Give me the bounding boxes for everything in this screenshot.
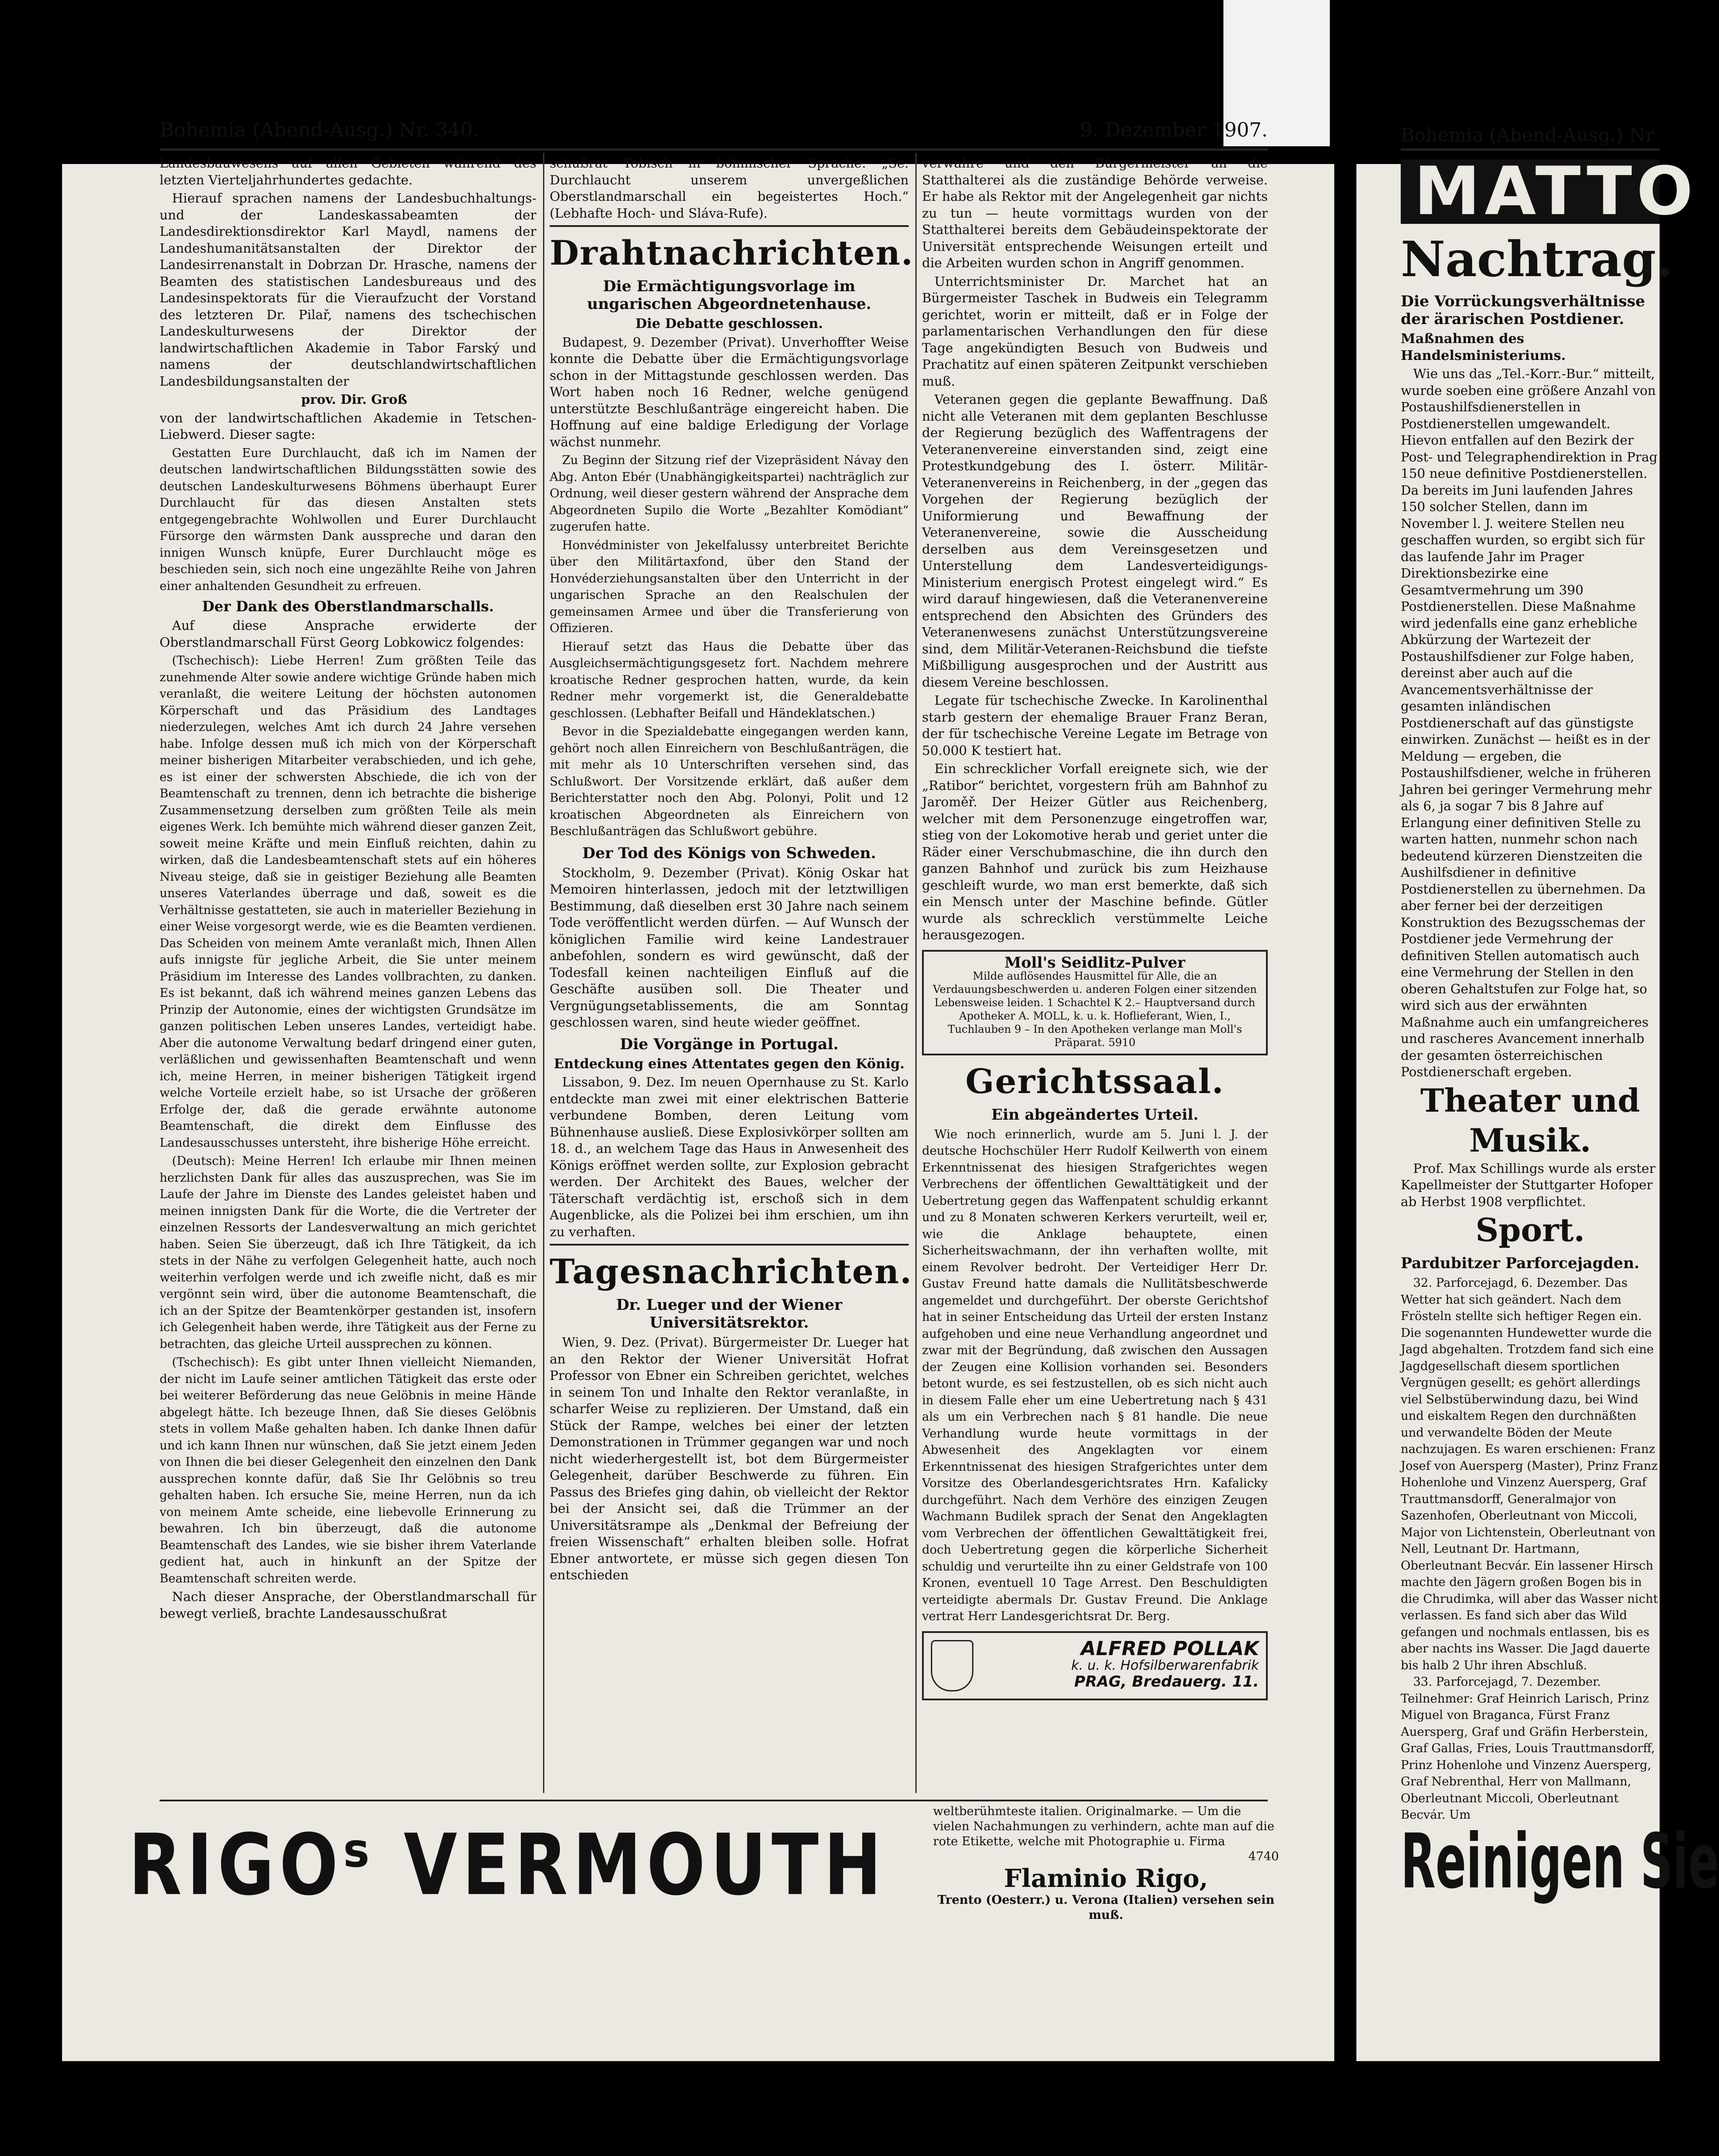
ad-title: Moll's Seidlitz-Pulver: [1004, 953, 1185, 972]
column-1: [160, 155, 536, 1795]
pollak-advertisement: [922, 1631, 1268, 1700]
paragraph: 32. Parforcejagd, 6. Dezember. Das Wetter hat sich geändert. Nach dem Frösteln stellte sich heftiger Regen ein. Die sogenannten Hundewetter wurde die Jagd abgehalten. Trotzdem fand sich eine Jagdgesellschaft diesem sportlichen Vergnügen gesellt; es gehört allerdings viel Selbstüberwindung dazu, bei Wind und eiskaltem Regen den durchnäßten und verwandelte Böden der Meute nachzujagen. Es waren erschienen: Franz Josef von Auersperg (Master), Prinz Franz Hohenlohe und Vinzenz Auersperg, Graf Trauttmansdorff, Generalmajor von Sazenhofen, Oberleutnant von Miccoli, Major von Lichtenstein, Oberleutnant von Nell, Leutnant Dr. Hartmann, Oberleutnant Becvár. Ein lassener Hirsch machte den Jägern großen Bogen bis in die Chrudimka, will aber das Wasser nicht verlassen. Es fand sich aber das Wild gefangen und nochmals entlassen, bis es aber nachts ins Wasser. Die Jagd dauerte bis halb 2 Uhr ihren Abschluß.: [1401, 1276, 1658, 1672]
ad-rule: [160, 1800, 1268, 1801]
page-header: [160, 119, 1268, 145]
paragraph: 33. Parforcejagd, 7. Dezember. Teilnehmer: Graf Heinrich Larisch, Prinz Miguel von Braganca, Fürst Franz Auersperg, Graf und Gräfin Herberstein, Graf Gallas, Fries, Louis Trauttmansdorff, Prinz Hohenlohe und Vinzenz Auersperg, Graf Nebrenthal, Herr von Mallmann, Oberleutnant Miccoli, Oberleutnant Becvár. Um: [1401, 1675, 1655, 1822]
section-title: Gerichtssaal.: [965, 1061, 1225, 1101]
ad-text: Trento (Oesterr.) u. Verona (Italien) versehen sein muß.: [937, 1893, 1275, 1922]
rigo-vermouth-ad: RIGOˢ VERMOUTH: [129, 1816, 887, 1914]
matto-ad: MATTO: [1401, 160, 1660, 224]
ad-code: 4740: [1248, 1850, 1279, 1863]
crest-icon: [931, 1640, 973, 1691]
header-right: 9. Dezember 1907.: [1080, 119, 1268, 141]
paragraph: Veteranen gegen die geplante Bewaffnung. Daß nicht alle Veteranen mit dem geplanten Beschlusse der Regierung bezüglich des Waffentragens der Veteranenvereine einverstanden sind, zeigt eine Protestkundgebung des I. österr. Militär-Veteranenvereins in Reichenberg, in der „gegen das Vorgehen der Regierung bezüglich der Uniformierung und Bewaffnung der Veteranenvereine, sowie die Ausscheidung derselben aus dem Vereinsgesetzen und Unterstellung dem Landesverteidigungs-Ministerium energisch Protest eingelegt wird.“ Es wird darauf hingewiesen, daß die Veteranenvereine entsprechend den Absichten des Gründers des Veteranenwesens zunächst Unterstützungsvereine sind, dem Militär-Veteranen-Reichsbund die tiefste Mißbilligung ausgesprochen und der Austritt aus diesem Vereine beschlossen.: [922, 392, 1268, 690]
paragraph: Gestatten Eure Durchlaucht, daß ich im Namen der deutschen landwirtschaftlichen Bildungsstätten sowie des deutschen Landeskulturwesens Böhmens überhaupt Eurer Durchlaucht für das diesen Anstalten stets entgegengebrachte Wohlwollen und Eurer Durchlaucht Fürsorge den wärmsten Dank ausspreche und daran den innigen Wunsch knüpfe, Eurer Durchlaucht möge es beschieden sein, sich noch eine ungezählte Reihe von Jahren einer anhaltenden Gesundheit zu erfreuen.: [160, 446, 536, 593]
column-divider: [915, 153, 917, 1793]
paragraph: Unterrichtsminister Dr. Marchet hat an Bürgermeister Taschek in Budweis ein Telegramm gerichtet, worin er mitteilt, daß er in Folge der parlamentarischen Verhandlungen den für diese Tage angekündigten Besuch von Budweis und Prachatitz auf einen späteren Zeitpunkt verschieben muß.: [922, 273, 1268, 389]
ad-text: Milde auflösendes Hausmittel für Alle, die an Verdauungsbeschwerden u. anderen Folgen einer sitzenden Lebensweise leiden. 1 Schachtel K 2.– Hauptversand durch Apotheker A. MOLL, k. u. k. Hoflieferant, Wien, I., Tuchlauben 9 – In den Apotheken verlange man Moll's Präparat. 5910: [933, 969, 1257, 1049]
right-page-header: Bohemia (Abend-Ausg.) Nr: [1401, 124, 1655, 146]
article-subheading: Maßnahmen des Handelsministeriums.: [1401, 331, 1566, 363]
article-heading: Pardubitzer Parforcejagden.: [1401, 1254, 1640, 1272]
reinigen-ad: Reinigen Sie: [1401, 1818, 1719, 1906]
header-rule: [1401, 148, 1660, 151]
paragraph: Lissabon, 9. Dez. Im neuen Opernhause zu St. Karlo entdeckte man zwei mit einer elektrischen Batterie verbundene Bomben, deren Leitung vom Bühnenhause ausließ. Diese Explosivkörper sollten am 18. d., an welchem Tage das Haus in Anwesenheit des Königs eröffnet werden sollte, zur Explosion gebracht werden. Der Architekt des Baues, welcher der Täterschaft verdächtig ist, erschoß sich in dem Augenblicke, als die Polizei bei ihm erschien, um ihn zu verhaften.: [550, 1074, 909, 1239]
paragraph: von der landwirtschaftlichen Akademie in Tetschen-Liebwerd. Dieser sagte:: [160, 410, 536, 442]
ad-company-name: ALFRED POLLAK: [1081, 1637, 1259, 1660]
ad-company-sub: k. u. k. Hofsilberwarenfabrik: [1071, 1657, 1259, 1673]
ad-text: weltberühmteste italien. Originalmarke. — Um die vielen Nachahmungen zu verhindern, achte man auf die rote Etikette, welche mit Photographie u. Firma: [933, 1804, 1274, 1848]
section-title: Tagesnachrichten.: [550, 1252, 913, 1291]
paragraph: Stockholm, 9. Dezember (Privat). König Oskar hat Memoiren hinterlassen, jedoch mit der letztwilligen Bestimmung, daß dieselben erst 30 Jahre nach seinem Tode veröffentlicht werden dürfen. — Auf Wunsch der königlichen Familie wird keine Landestrauer anbefohlen, sondern es wird gewünscht, daß der Todesfall keinen nachteiligen Einfluß auf die Geschäfte ausüben soll. Die Theater und Vergnügungsetablissements, die am Sonntag geschlossen waren, sind heute wieder geöffnet.: [550, 865, 909, 1030]
header-rule: [160, 148, 1268, 151]
paragraph: Ein schrecklicher Vorfall ereignete sich, wie der „Ratibor“ berichtet, vorgestern früh am Bahnhof zu Jaroměř. Der Heizer Gütler aus Reichenberg, welcher mit dem Personenzuge eingetroffen war, stieg von der Lokomotive herab und geriet unter die Räder einer Verschubmaschine, die ihn durch den ganzen Bahnhof und zurück bis zum Heizhause geschleift wurde, wo man erst bemerkte, daß sich ein Mensch unter der Maschine befinde. Gütler wurde als schrecklich verstümmelte Leiche herausgezogen.: [922, 761, 1268, 942]
article-subheading: Die Debatte geschlossen.: [635, 316, 823, 332]
paragraph: Wie noch erinnerlich, wurde am 5. Juni l. J. der deutsche Hochschüler Herr Rudolf Keilwerth von einem Erkenntnissenat des hiesigen Strafgerichtes wegen Verbrechens der öffentlichen Gewalttätigkeit und der Uebertretung gegen das Waffenpatent schuldig erkannt und zu 8 Monaten schweren Kerkers verurteilt, weil er, wie die Anklage behauptete, einen Sicherheitswachmann, der ihn verhaften wollte, mit einem Revolver bedroht. Der Verteidiger Herr Dr. Gustav Freund hatte damals die Nullitätsbeschwerde angemeldet und durchgeführt. Der oberste Gerichtshof hat in seiner Entscheidung das Urteil der ersten Instanz aufgehoben und eine neue Verhandlung angeordnet und zwar mit der Begründung, daß zwischen den Aussagen der Zeugen eine Kollision vorhanden sei. Besonders betont wurde, es sei festzustellen, ob es sich nicht auch in diesem Falle eher um eine Uebertretung nach § 431 als um ein Verbrechen nach § 81 handle. Die neue Verhandlung wurde heute vormittags in der Abwesenheit des Angeklagten vor einem Erkenntnissenat des hiesigen Strafgerichtes unter dem Vorsitze des Oberlandesgerichtsrates Hrn. Kafalicky durchgeführt. Nach dem Verhöre des einzigen Zeugen Wachmann Budilek sprach der Senat den Angeklagten vom Verbrechen der öffentlichen Gewalttätigkeit frei, doch Uebertretung gegen die körperliche Sicherheit schuldig und verurteilte ihn zu einer Geldstrafe von 100 Kronen, eventuell 10 Tage Arrest. Den Beschuldigten verteidigte abermals Dr. Gustav Freund. Die Anklage vertrat Herr Landesgerichtsrat Dr. Berg.: [922, 1127, 1268, 1623]
paragraph: schußrat Tobisch in böhmischer Sprache: „Se. Durchlaucht unserem unvergeßlichen Oberstlandmarschall ein begeistertes Hoch.“ (Lebhafte Hoch- und Sláva-Rufe).: [550, 156, 909, 221]
section-rule: [550, 225, 909, 227]
speaker-name: prov. Dir. Groß: [301, 392, 407, 407]
paragraph: Bevor in die Spezialdebatte eingegangen werden kann, gehört noch allen Einreichern von Beschlußanträgen, die mit mehr als 10 Unterschriften versehen sind, das Schlußwort. Der Vorsitzende erklärt, daß außer dem Berichterstatter noch den Abg. Polonyi, Polit und 12 kroatischen Abgeordneten als Einreichern von Beschlußanträgen das Schlußwort gebühre.: [550, 725, 909, 838]
paragraph: (Tschechisch): Liebe Herren! Zum größten Teile das zunehmende Alter sowie andere wichtige Gründe haben mich veranlaßt, die weitere Leitung der höchsten autonomen Körperschaft und das Präsidium des Landtages niederzulegen, welches Amt ich durch 24 Jahre versehen habe. Infolge dessen muß ich mich von der Körperschaft meiner bisherigen Mitarbeiter verabschieden, und ich gehe, es ist einer der schwersten Abschiede, die ich von der Beamtenschaft zu trennen, denn ich betrachte die bisherige Zusammensetzung derselben zum größten Teile als mein eigenes Werk. Ich bemühte mich während dieser ganzen Zeit, soweit meine Kräfte und mein Einfluß reichten, dahin zu wirken, daß die Landesbeamtenschaft stets auf ein höheres Niveau steige, daß sie in geistiger Beziehung alle Beamten unseres Vaterlandes überrage und daß, soweit es die Verhältnisse gestatteten, sie auch in materieller Beziehung in einer Weise vorgesorgt werde, wie es die Beamten verdienen. Das Scheiden von meinem Amte veranlaßt mich, Ihnen Allen aufs innigste für jegliche Arbeit, die Sie unter meinem Präsidium im Interesse des Landes vollbrachten, zu danken. Es ist bekannt, daß ich während meines ganzen Lebens das Prinzip der Autonomie, eines der wichtigsten Grundsätze im ganzen politischen Leben unseres Landes, verteidigt habe. Aber die autonome Verwaltung bedarf dringend einer guten, verläßlichen und gewissenhaften Beamtenschaft und wenn ich, meine Herren, in meiner bisherigen Tätigkeit irgend welche Vorteile erzielt habe, so ist Ursache der größeren Erfolge der, daß die gerade erwähnte autonome Beamtenschaft, die direkt dem Einflusse des Landesausschusses untersteht, ihre bisherige Höhe erreicht.: [160, 654, 536, 1150]
paragraph: Hierauf sprachen namens der Landesbuchhaltungs- und der Landeskassabeamten der Landesdirektionsdirektor Karl Maydl, namens der Landeshumanitätsanstalten der Direktor der Landesirrenanstalt in Dobrzan Dr. Hrasche, namens der Beamten des statistischen Landesbureaus und des Landesinspektorats für die Vieraufzucht der Vorstand des letzteren Dr. Pilař, namens des tschechischen Landeskulturwesens der Direktor der landwirtschaftlichen Akademie in Tabor Farský und namens der deutschlandwirtschaftlichen Landesbildungsanstalten der: [160, 191, 536, 389]
section-heading: Der Dank des Oberstlandmarschalls.: [202, 598, 494, 615]
paragraph: Nach dieser Ansprache, der Oberstlandmarschall für bewegt verließ, brachte Landesausschußrat: [160, 1589, 536, 1621]
paragraph: Wien, 9. Dez. (Privat). Bürgermeister Dr. Lueger hat an den Rektor der Wiener Universität Hofrat Professor von Ebner ein Schreiben gerichtet, welches in seinem Ton und Inhalte den Rektor veranlaßte, in scharfer Weise zu replizieren. Der Umstand, daß ein Stück der Rampe, welches bei einer der letzten Demonstrationen in Trümmer gegangen war und noch nicht wiederhergestellt ist, bot dem Bürgermeister Gelegenheit, darüber Beschwerde zu führen. Ein Passus des Briefes ging dahin, ob vielleicht der Rektor bei der Ansicht sei, daß die Trümmer an der Universitätsrampe als „Denkmal der Befreiung der freien Wissenschaft“ erhalten bleiben solle. Hofrat Ebner antwortete, er müsse sich gegen diesen Ton entschieden: [550, 1335, 909, 1582]
rigo-ad-text: [933, 1804, 1279, 1937]
paragraph: verwahre und den Bürgermeister an die Statthalterei als die zuständige Behörde verweise. Er habe als Rektor mit der Angelegenheit gar nichts zu tun — heute vormittags wurden von der Statthalterei bereits dem Gebäudeinspektorate der Universität entsprechende Weisungen erteilt und die Arbeiten wurden schon in Angriff genommen.: [922, 156, 1268, 270]
section-rule: [550, 1244, 909, 1246]
right-column: [1401, 230, 1673, 1822]
section-title: Sport.: [1475, 1211, 1585, 1249]
paragraph: Wie uns das „Tel.-Korr.-Bur.“ mitteilt, wurde soeben eine größere Anzahl von Postaushilfsdienerstellen in Postdienerstellen umgewandelt. Hievon entfallen auf den Bezirk der Post- und Telegraphendirektion in Prag 150 neue definitive Postdienerstellen. Da bereits im Juni laufenden Jahres 150 solcher Stellen, dann im November l. J. weitere Stellen neu geschaffen wurden, so ergibt sich für das laufende Jahr im Prager Direktionsbezirke eine Gesamtvermehrung um 390 Postdienerstellen. Diese Maßnahme wird jedenfalls eine ganz erhebliche Abkürzung der Wartezeit der Postaushilfsdiener zur Folge haben, dereinst aber auch auf die Avancementsverhältnisse der gesamten inländischen Postdienerschaft auf das günstigste einwirken. Zunächst — heißt es in der Meldung — ergeben, die Postaushilfsdiener, welche in früheren Jahren bei geringer Vermehrung mehr als 6, ja sogar 7 bis 8 Jahre auf Erlangung einer definitiven Stelle zu warten hatten, nunmehr schon nach bedeutend kürzeren Dienstzeiten die Aushilfsdiener in definitive Postdienerstellen zu übernehmen. Da aber ferner bei der derzeitigen Konstruktion des Bezugsschemas der Postdiener jede Vermehrung der definitiven Stellen automatisch auch eine Vermehrung der Stellen in den oberen Gehaltstufen zur Folge hat, so wird sich aus der erwähnten Maßnahme auch ein umfangreicheres und rascheres Avancement innerhalb der gesamten österreichischen Postdienerschaft ergeben.: [1401, 366, 1658, 1079]
article-heading: Die Ermächtigungsvorlage im ungarischen Abgeordnetenhause.: [587, 277, 871, 313]
article-subheading: Entdeckung eines Attentates gegen den König.: [554, 1056, 905, 1072]
section-title: Nachtrag.: [1401, 230, 1673, 288]
article-heading: Der Tod des Königs von Schweden.: [582, 844, 876, 862]
moll-advertisement: [922, 950, 1268, 1055]
article-heading: Ein abgeändertes Urteil.: [991, 1105, 1199, 1124]
paragraph: (Deutsch): Meine Herren! Ich erlaube mir Ihnen meinen herzlichsten Dank für alles das auszusprechen, was Sie im Laufe der Jahre im Dienste des Landes geleistet haben und meinen innigsten Dank für die Worte, die die Vertreter der einzelnen Ressorts der Landesverwaltung an mich gerichtet haben. Seien Sie überzeugt, daß ich Ihre Tätigkeit, da ich stets in der Nähe zu verfolgen Gelegenheit hatte, auch noch weiterhin verfolgen werde und ich zweifle nicht, daß es mir vergönnt sein wird, über die autonome Beamtenschaft, die ich an der Spitze der Beamtenkörper gestanden ist, insofern ich Gelegenheit haben werde, ihre Tätigkeit aus der Ferne zu betrachten, das gleiche Urteil aussprechen zu können.: [160, 1154, 536, 1351]
article-heading: Die Vorrückungsverhältnisse der ärarischen Postdiener.: [1401, 293, 1645, 328]
paragraph: Legate für tschechische Zwecke. In Karolinenthal starb gestern der ehemalige Brauer Franz Beran, der für tschechische Vereine Legate im Betrage von 50.000 K testiert hat.: [922, 693, 1268, 758]
paragraph: Budapest, 9. Dezember (Privat). Unverhoffter Weise konnte die Debatte über die Ermächtigungsvorlage schon in der Mittagstunde geschlossen werden. Das Wort haben noch 16 Redner, welche genügend unterstützte Beschlußanträge eingereicht haben. Die Hoffnung auf eine baldige Erledigung der Vorlage wächst nunmehr.: [550, 334, 909, 449]
paragraph: (Tschechisch): Es gibt unter Ihnen vielleicht Niemanden, der nicht im Laufe seiner amtlichen Tätigkeit das erste oder bei weiterer Beförderung das neue Gelöbnis in meine Hände abgelegt hätte. Ich bezeuge Ihnen, daß Sie dieses Gelöbnis stets in vollem Maße gehalten haben. Ich danke Ihnen dafür und ich kann Ihnen nur wünschen, daß Sie jetzt einem Jeden von Ihnen die bei dieser Gelegenheit den einzelnen den Dank aussprechen konnte dafür, daß Sie Ihr Gelöbnis so treu gehalten haben. Ich ersuche Sie, meine Herren, nun da ich von meinem Amte scheide, eine liebevolle Erinnerung zu bewahren. Ich bin überzeugt, daß die autonome Beamtenschaft des Landes, wie sie bisher ihrem Vaterlande gedient hat, auch in hinkunft an der Spitze der Beamtenschaft schreiten werde.: [160, 1355, 536, 1586]
column-3: [922, 155, 1268, 1795]
page-spine: [1334, 0, 1356, 2156]
article-heading: Die Vorgänge in Portugal.: [620, 1035, 839, 1053]
header-left: Bohemia (Abend-Ausg.) Nr. 340.: [160, 119, 479, 141]
paragraph: Auf diese Ansprache erwiderte der Oberstlandmarschall Fürst Georg Lobkowicz folgendes:: [160, 618, 536, 650]
paragraph: Prof. Max Schillings wurde als erster Kapellmeister der Stuttgarter Hofoper ab Herbst 1908 verpflichtet.: [1401, 1160, 1656, 1209]
ad-company-address: PRAG, Bredauerg. 11.: [1074, 1673, 1259, 1691]
section-title: Theater und Musik.: [1420, 1081, 1640, 1159]
paragraph: Landesbauwesens auf allen Gebieten während des letzten Vierteljahrhundertes gedachte.: [160, 156, 536, 187]
article-heading: Dr. Lueger und der Wiener Universitätsrektor.: [616, 1296, 842, 1332]
paragraph: Zu Beginn der Sitzung rief der Vizepräsident Návay den Abg. Anton Ebér (Unabhängigkeitspartei) nachträglich zur Ordnung, weil dieser gestern während der Ansprache dem Abgeordneten Supilo die Worte „Bezahlter Komödiant“ zugerufen hatte.: [550, 453, 909, 534]
section-title: Drahtnachrichten.: [550, 233, 914, 273]
column-2: [550, 155, 914, 1795]
paragraph: Honvédminister von Jekelfalussy unterbreitet Berichte über den Militärtaxfond, über den Stand der Honvéderziehungsanstalten über den Unterricht in der ungarischen Sprache an den Realschulen der gemeinsamen Armee und über die Transferierung von Offizieren.: [550, 538, 909, 635]
ad-brand: Flaminio Rigo,: [1004, 1864, 1208, 1893]
column-divider: [543, 153, 544, 1793]
paragraph: Hierauf setzt das Haus die Debatte über das Ausgleichsermächtigungsgesetz fort. Nachdem mehrere kroatische Redner gesprochen hatten, wurde, da kein Redner mehr vorgemerkt ist, die Generaldebatte geschlossen. (Lebhafter Beifall und Händeklatschen.): [550, 640, 909, 720]
